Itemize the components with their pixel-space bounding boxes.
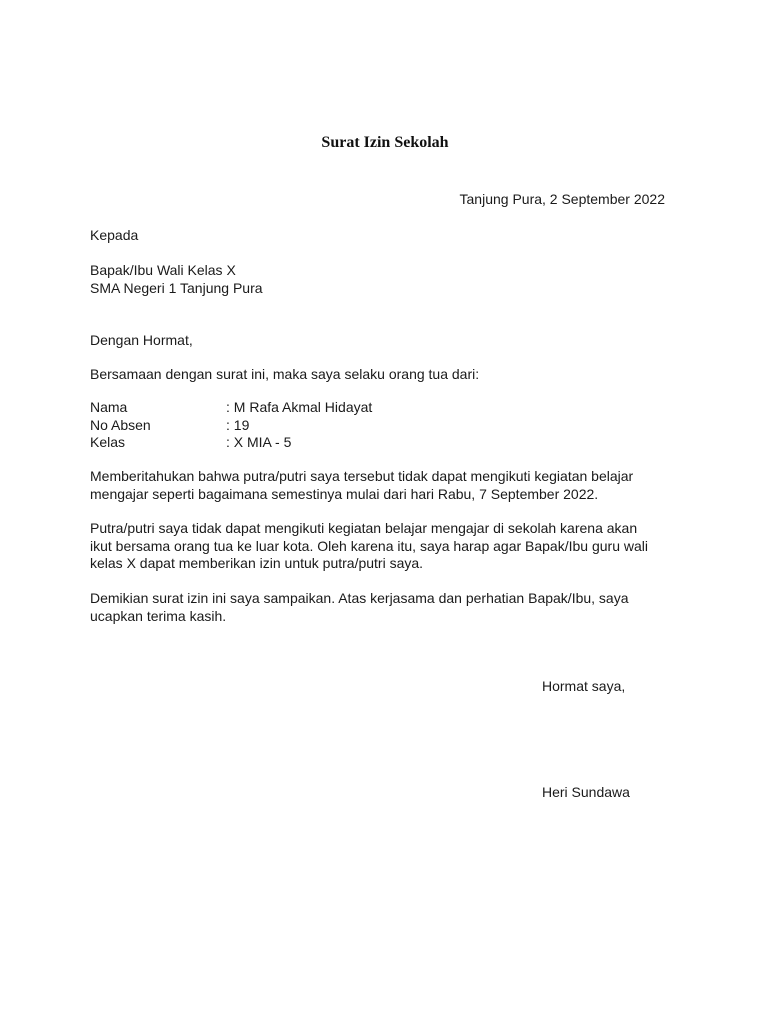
- student-details: [90, 399, 372, 452]
- detail-label: Nama: [90, 399, 128, 415]
- paragraph-notice: [90, 468, 690, 503]
- paragraph-line: ikut bersama orang tua ke luar kota. Oleh karena itu, saya harap agar Bapak/Ibu guru wali: [90, 537, 648, 554]
- signer-name: Heri Sundawa: [542, 784, 630, 800]
- detail-value: : X MIA - 5: [226, 434, 292, 450]
- intro-text: Bersamaan dengan surat ini, maka saya selaku orang tua dari:: [90, 366, 480, 382]
- salutation: Dengan Hormat,: [90, 332, 193, 348]
- place-date: Tanjung Pura, 2 September 2022: [459, 191, 665, 207]
- paragraph-line: kelas X dapat memberikan izin untuk putra/putri saya.: [90, 555, 424, 571]
- paragraph-line: Putra/putri saya tidak dapat mengikuti kegiatan belajar mengajar di sekolah karena akan: [90, 520, 638, 536]
- paragraph-line: ucapkan terima kasih.: [90, 607, 227, 624]
- letter-title: Surat Izin Sekolah: [321, 134, 449, 151]
- paragraph-closing: [90, 590, 690, 625]
- detail-row: [90, 417, 372, 435]
- detail-value: : M Rafa Akmal Hidayat: [226, 399, 373, 415]
- paragraph-reason: [90, 520, 690, 573]
- to-label: Kepada: [90, 227, 139, 243]
- detail-label: No Absen: [90, 416, 151, 433]
- paragraph-line: Demikian surat izin ini saya sampaikan. Atas kerjasama dan perhatian Bapak/Ibu, saya: [90, 590, 629, 606]
- recipient-line: Bapak/Ibu Wali Kelas X: [90, 262, 236, 278]
- closing-phrase: Hormat saya,: [542, 678, 626, 694]
- recipient-line: SMA Negeri 1 Tanjung Pura: [90, 280, 263, 296]
- paragraph-line: mengajar seperti bagaimana semestinya mulai dari hari Rabu, 7 September 2022.: [90, 485, 599, 502]
- paragraph-line: Memberitahukan bahwa putra/putri saya tersebut tidak dapat mengikuti kegiatan belajar: [90, 468, 634, 484]
- detail-row: [90, 434, 372, 452]
- detail-row: [90, 399, 372, 417]
- detail-label: Kelas: [90, 434, 126, 450]
- recipient-block: [90, 262, 263, 298]
- detail-value: : 19: [226, 416, 250, 433]
